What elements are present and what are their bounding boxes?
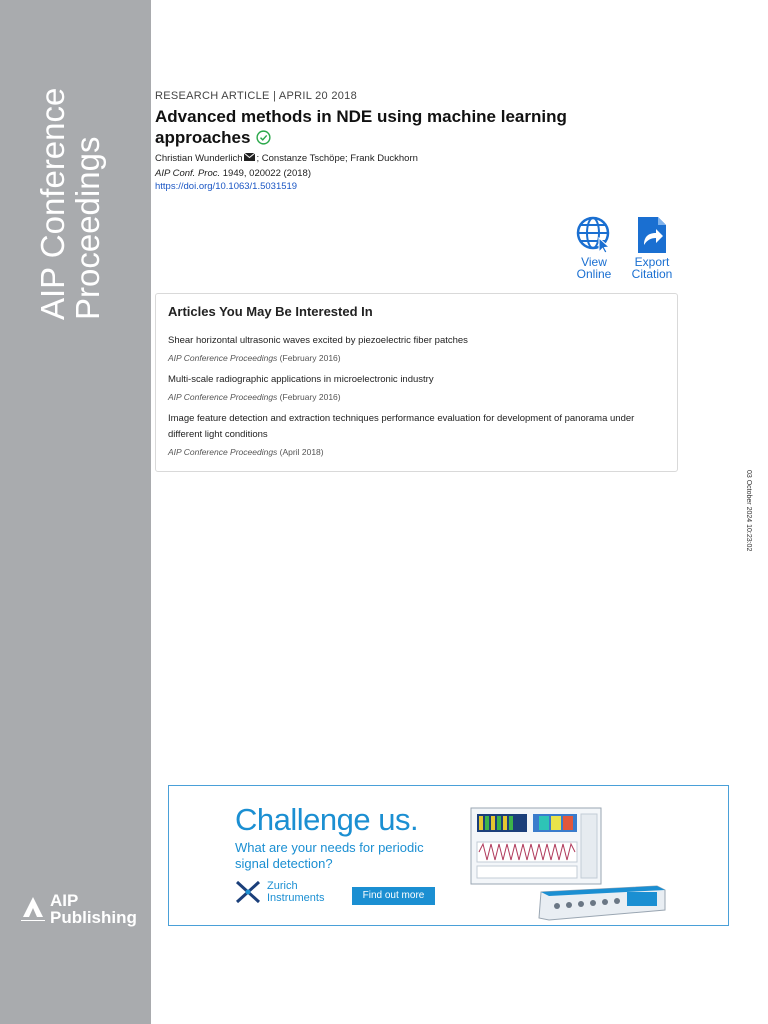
related-article-journal: AIP Conference Proceedings: [168, 447, 278, 457]
globe-cursor-icon: [575, 216, 613, 254]
publisher-line2: Publishing: [50, 908, 137, 927]
journal-title-line1: AIP Conference: [34, 87, 71, 320]
related-articles-box: [155, 293, 678, 472]
list-item: [168, 333, 665, 364]
instrument-product-image: [469, 806, 669, 924]
author-list: [155, 153, 675, 164]
citation-line: [155, 168, 675, 179]
related-article-date: (April 2018): [277, 447, 324, 457]
publisher-logo[interactable]: [20, 892, 137, 926]
ad-brand-line2: Instruments: [267, 892, 325, 904]
export-label-2: Citation: [631, 267, 673, 281]
view-online-label-2: Online: [576, 267, 612, 281]
journal-abbrev: AIP Conf. Proc.: [155, 168, 221, 179]
related-article-date: (February 2016): [277, 392, 341, 402]
related-article-journal: AIP Conference Proceedings: [168, 392, 278, 402]
list-item: [168, 372, 665, 403]
ad-brand: [235, 880, 324, 904]
article-title-text: Advanced methods in NDE using machine learning approaches: [155, 107, 567, 147]
zurich-instruments-logo-icon: [235, 880, 261, 904]
export-label-1: Export: [634, 255, 670, 269]
citation-details: 1949, 020022 (2018): [220, 168, 311, 179]
ad-brand-line1: Zurich: [267, 880, 298, 892]
journal-title-line2: Proceedings: [69, 136, 106, 320]
sidebar: [0, 0, 151, 1024]
check-circle-icon: [256, 130, 271, 145]
download-timestamp: 03 October 2024 10:23:02: [745, 470, 752, 552]
related-article-title[interactable]: Multi-scale radiographic applications in microelectronic industry: [168, 374, 434, 385]
list-item: [168, 411, 665, 458]
article-kicker: RESEARCH ARTICLE | APRIL 20 2018: [155, 90, 357, 102]
related-article-journal: AIP Conference Proceedings: [168, 353, 278, 363]
related-article-title[interactable]: Shear horizontal ultrasonic waves excited by piezoelectric fiber patches: [168, 335, 468, 346]
view-online-button[interactable]: [570, 216, 618, 280]
related-article-date: (February 2016): [277, 353, 341, 363]
export-citation-button[interactable]: [628, 216, 676, 280]
email-icon[interactable]: [244, 153, 255, 161]
coauthors[interactable]: ; Constanze Tschöpe; Frank Duckhorn: [256, 153, 418, 164]
advertisement-banner[interactable]: [168, 785, 729, 926]
find-out-more-button[interactable]: Find out more: [352, 887, 435, 905]
publisher-line1: AIP: [50, 891, 79, 910]
related-articles-heading: Articles You May Be Interested In: [168, 304, 373, 319]
ad-subline: What are your needs for periodic signal detection?: [235, 840, 424, 871]
related-article-source: [168, 391, 665, 403]
export-document-icon: [636, 216, 668, 254]
article-title: [155, 106, 625, 148]
view-online-label-1: View: [581, 255, 607, 269]
related-article-title[interactable]: Image feature detection and extraction techniques performance evaluation for development of panorama under different light conditions: [168, 413, 635, 440]
author-link[interactable]: Christian Wunderlich: [155, 153, 243, 164]
related-article-source: [168, 352, 665, 364]
doi-link[interactable]: https://doi.org/10.1063/1.5031519: [155, 181, 298, 192]
journal-title[interactable]: [35, 60, 105, 320]
aip-logo-icon: [20, 896, 46, 922]
related-article-source: [168, 446, 665, 458]
ad-headline: Challenge us.: [235, 802, 419, 837]
article-actions: [570, 216, 676, 280]
article-header: [155, 90, 675, 192]
